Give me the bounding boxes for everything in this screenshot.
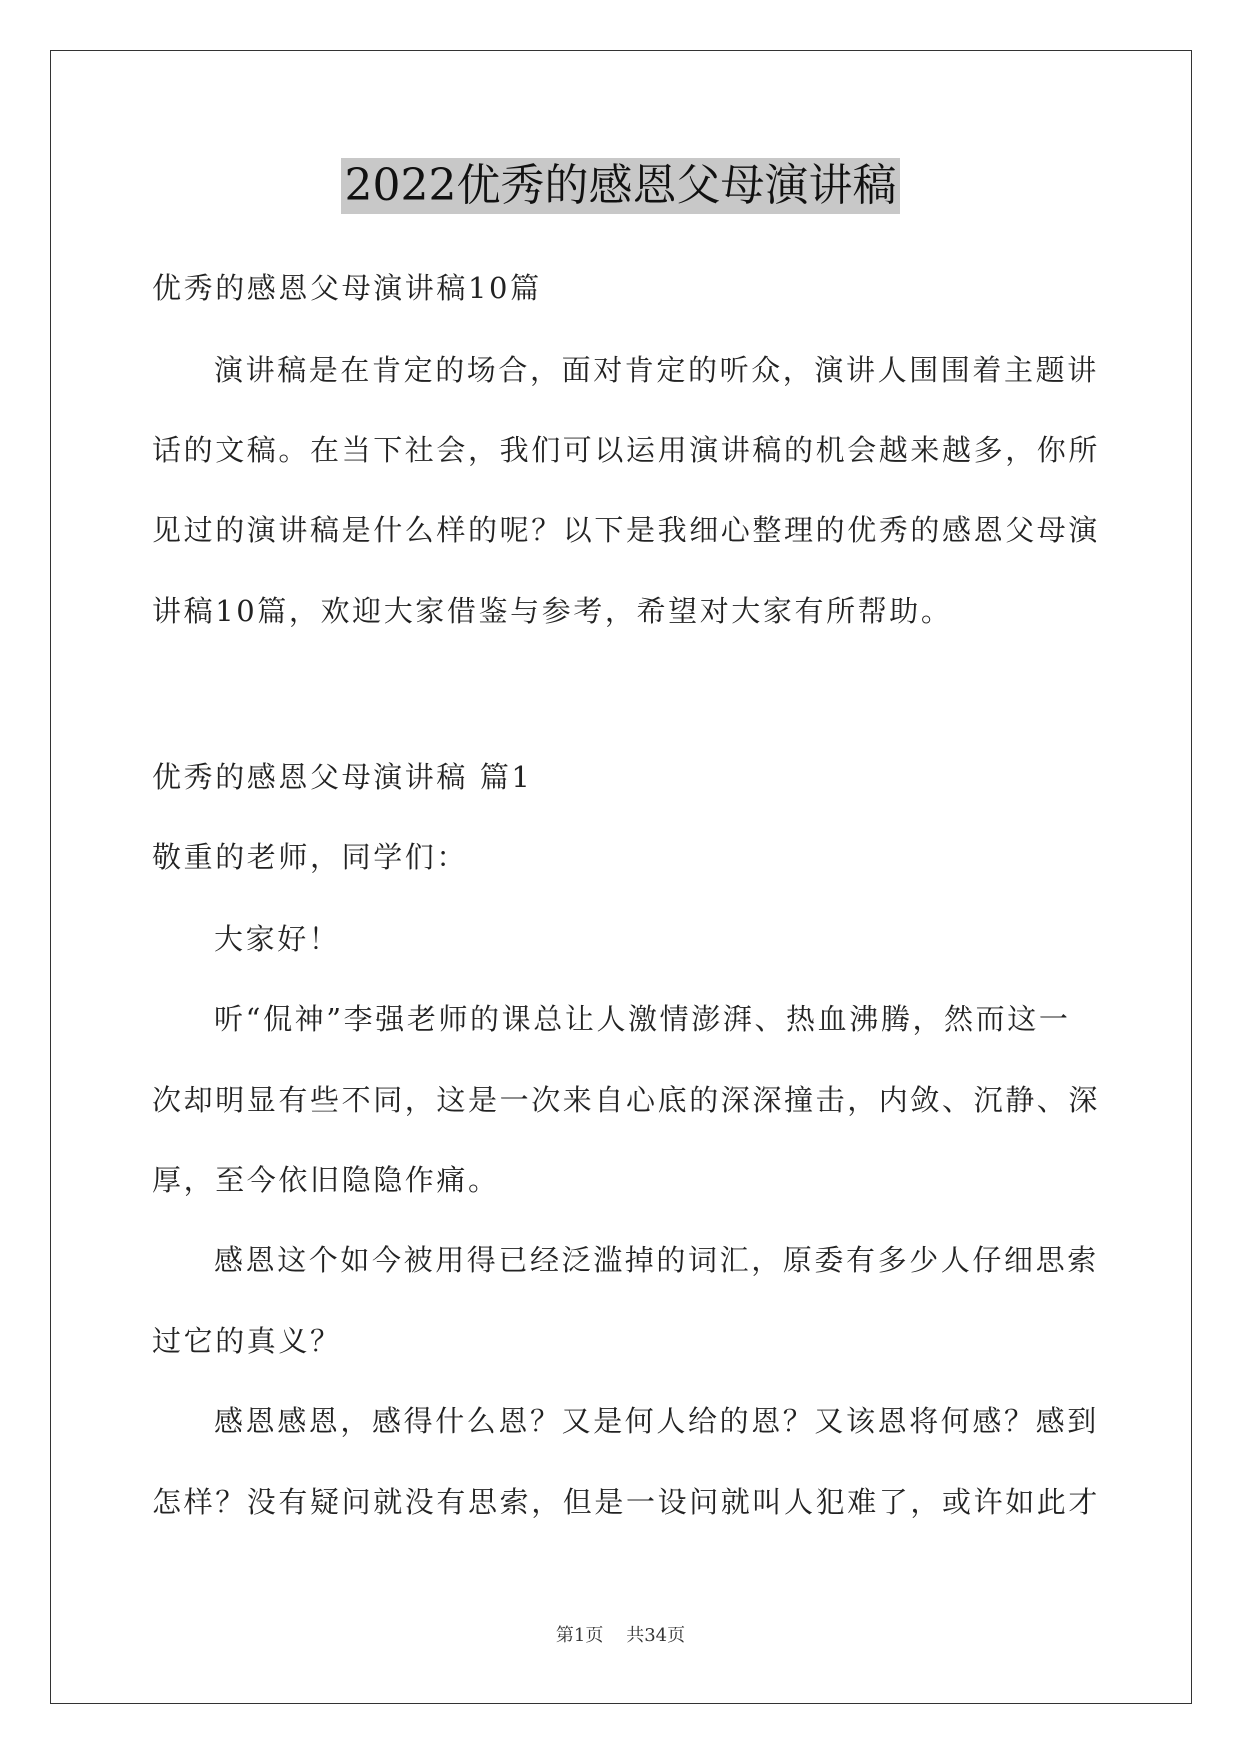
paragraph-1-line-2: 次却明显有些不同，这是一次来自心底的深深撞击，内敛、沉静、深	[152, 1083, 1101, 1117]
intro-line-2: 话的文稿。在当下社会，我们可以运用演讲稿的机会越来越多，你所	[152, 433, 1101, 467]
paragraph-2-line-2: 过它的真义？	[152, 1324, 342, 1358]
paragraph-1-line-1: 听“侃神”李强老师的课总让人激情澎湃、热血沸腾，然而这一	[214, 1002, 1071, 1036]
intro-line-3: 见过的演讲稿是什么样的呢？以下是我细心整理的优秀的感恩父母演	[152, 513, 1101, 547]
paragraph-3-line-2: 怎样？没有疑问就没有思索，但是一设问就叫人犯难了，或许如此才	[152, 1485, 1101, 1519]
section-heading: 优秀的感恩父母演讲稿 篇1	[152, 760, 533, 794]
intro-line-1: 演讲稿是在肯定的场合，面对肯定的听众，演讲人围围着主题讲	[214, 353, 1099, 387]
title-container	[0, 158, 1241, 214]
intro-line-4: 讲稿10篇，欢迎大家借鉴与参考，希望对大家有所帮助。	[152, 594, 953, 628]
paragraph-1-line-3: 厚，至今依旧隐隐作痛。	[152, 1163, 500, 1197]
document-title: 2022优秀的感恩父母演讲稿	[341, 158, 901, 214]
paragraph-3-line-1: 感恩感恩，感得什么恩？又是何人给的恩？又该恩将何感？感到	[214, 1404, 1099, 1438]
page-number: 第1页 共34页	[555, 1625, 686, 1646]
subtitle-line: 优秀的感恩父母演讲稿10篇	[152, 271, 542, 305]
greeting: 大家好！	[214, 922, 341, 956]
salutation: 敬重的老师，同学们：	[152, 840, 469, 874]
paragraph-2-line-1: 感恩这个如今被用得已经泛滥掉的词汇，原委有多少人仔细思索	[214, 1243, 1099, 1277]
